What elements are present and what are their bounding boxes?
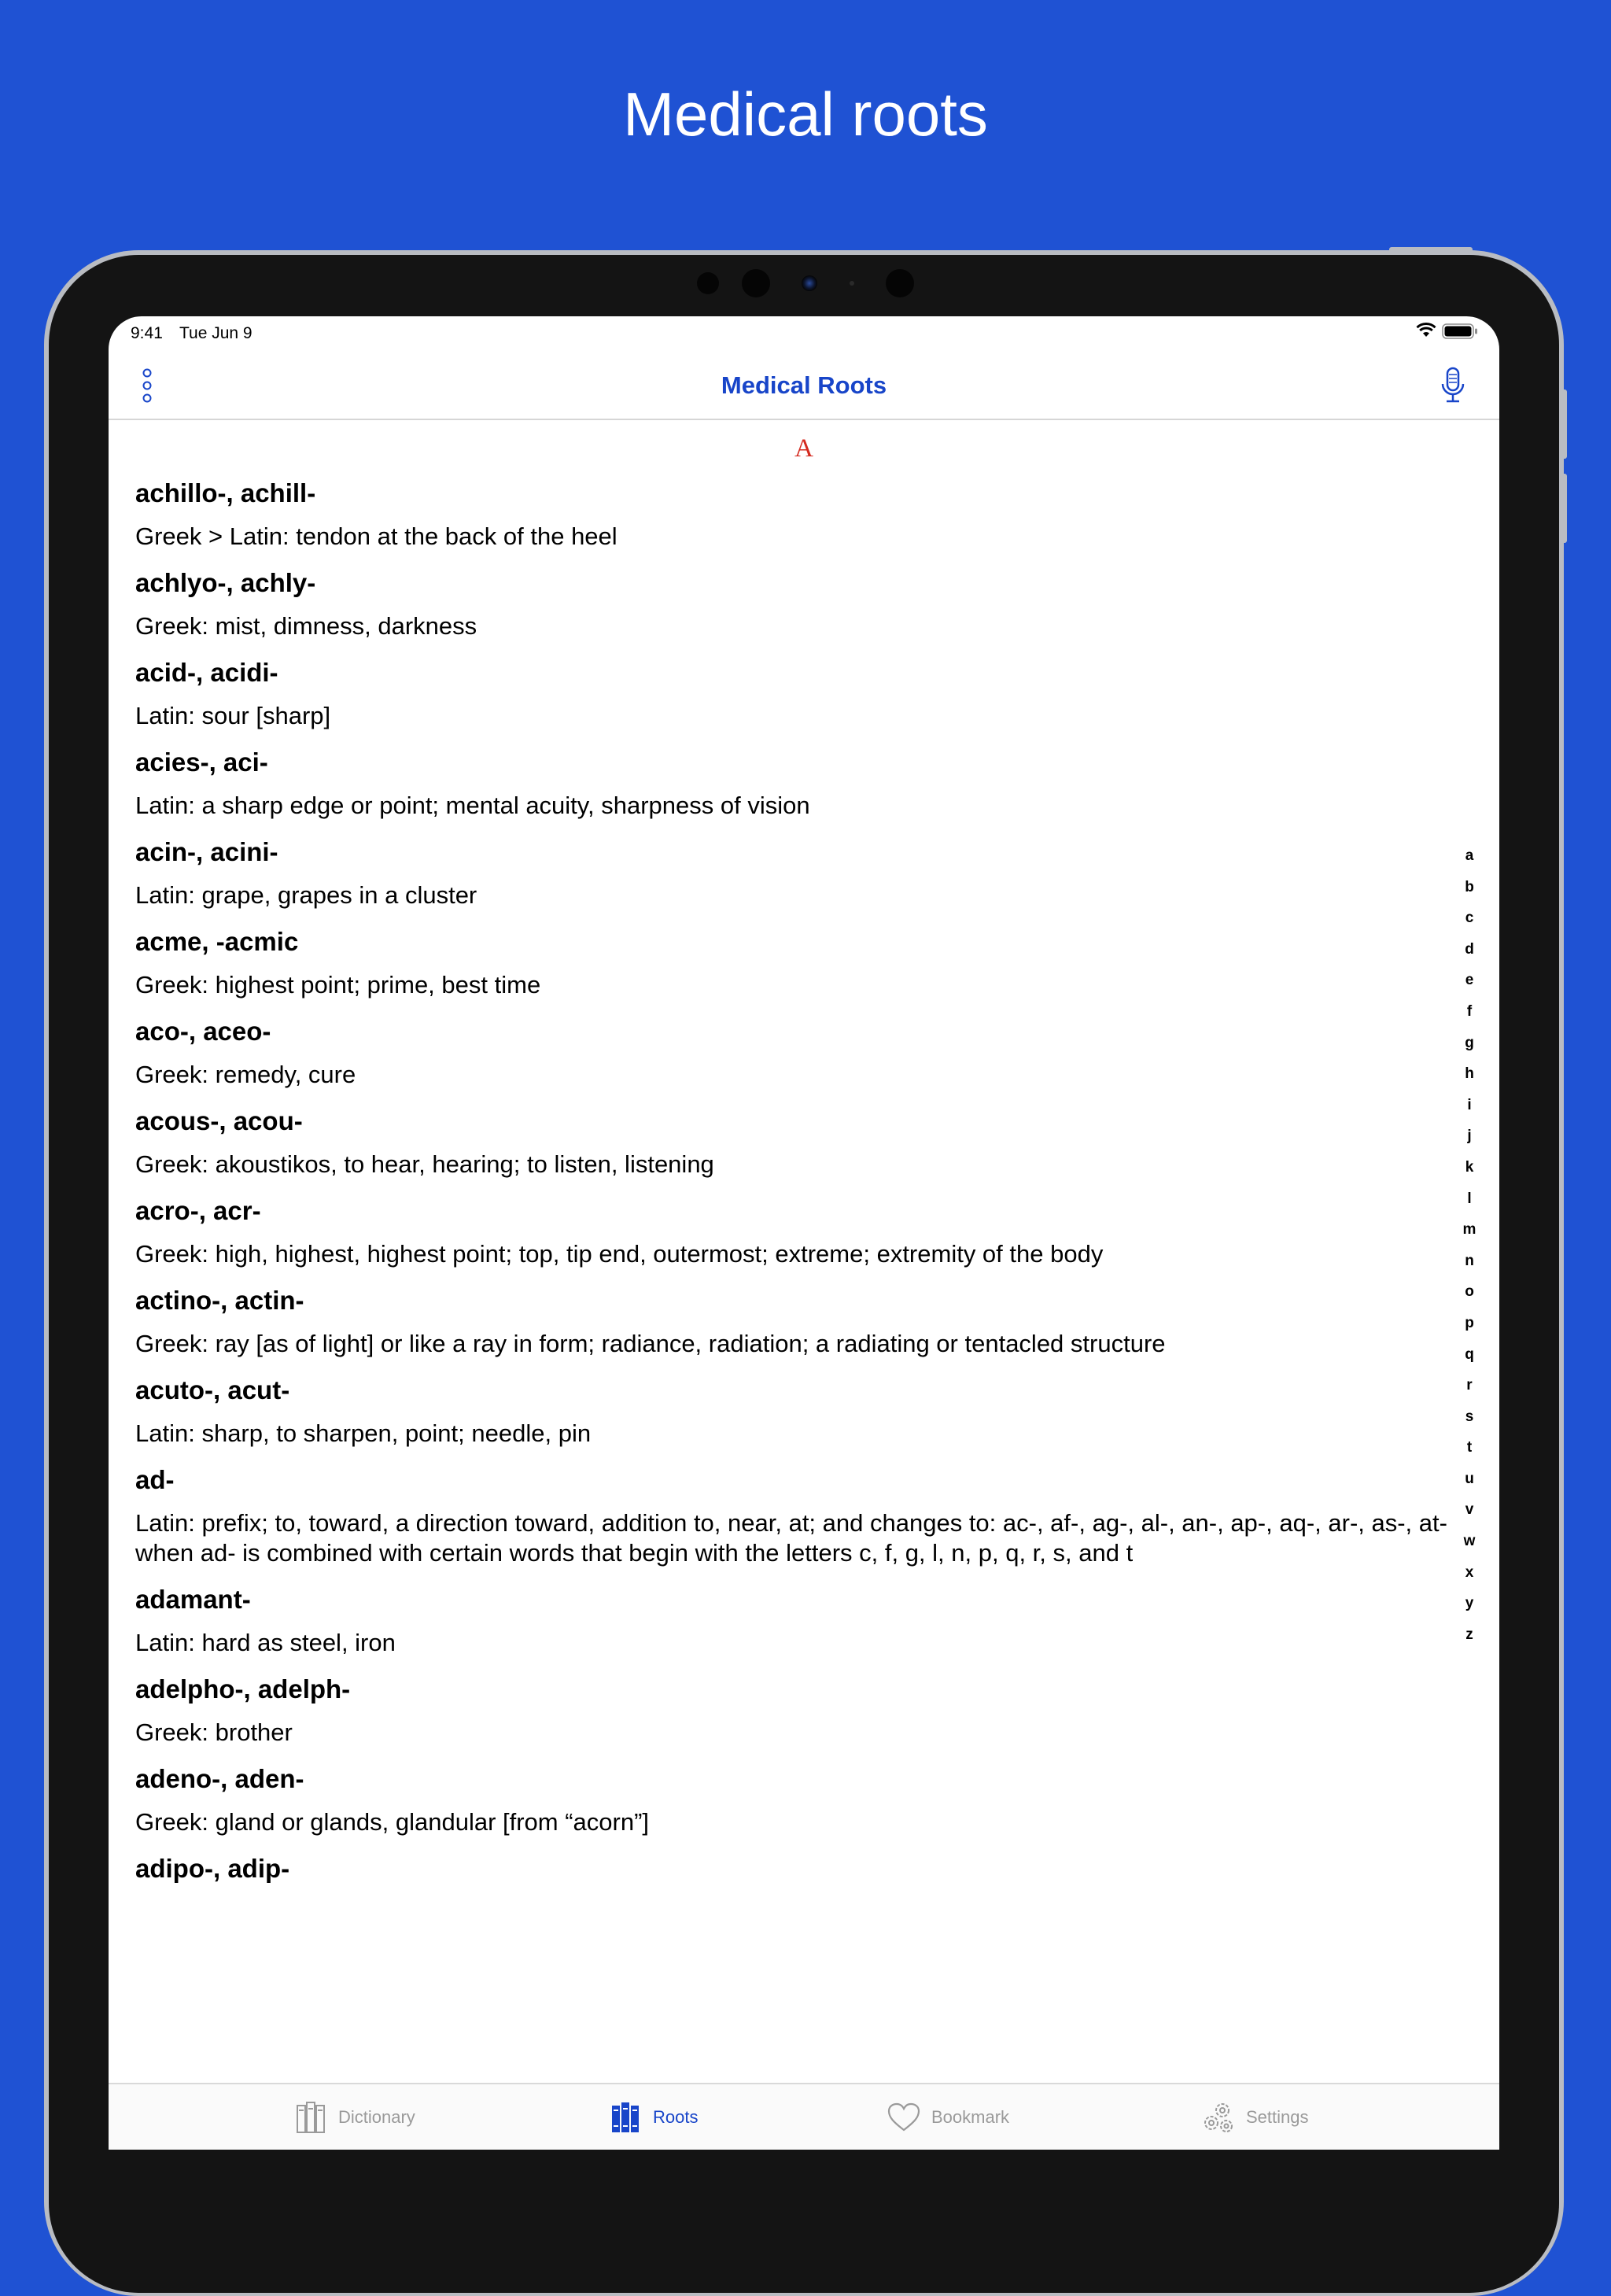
root-term: actino-, actin- [135,1286,304,1315]
sensor-icon [697,272,719,294]
root-term: acies-, aci- [135,747,268,777]
root-definition: Greek: gland or glands, glandular [from “acorn”] [135,1808,650,1836]
root-definition: Latin: a sharp edge or point; mental acuity, sharpness of vision [135,792,810,819]
root-definition: Latin: prefix; to, toward, a direction toward, addition to, near, at; and changes to: ac-, af-, ag-, al-, an-, ap-, aq-, ar-, as-, at- when ad- is combined with certain words that begin with the letters c, f, g, l, n, p, q, r, s, and t [135,1509,1447,1567]
index-letter-x[interactable]: x [1465,1563,1474,1581]
root-definition: Greek: high, highest, highest point; top, tip end, outermost; extreme; extremity of the body [135,1240,1104,1268]
index-letter-c[interactable]: c [1465,910,1474,927]
status-date: Tue Jun 9 [179,324,253,342]
tab-label: Dictionary [338,2107,415,2127]
list-item[interactable] [135,1674,1457,1763]
index-letter-t[interactable]: t [1466,1439,1473,1456]
index-letter-h[interactable]: h [1465,1065,1474,1083]
root-definition: Greek: highest point; prime, best time [135,971,541,999]
status-time: 9:41 [131,324,163,342]
alphabet-index [1446,840,1493,1650]
root-term: adamant- [135,1585,251,1614]
tab-label: Roots [653,2107,699,2127]
root-definition: Greek: akoustikos, to hear, hearing; to listen, listening [135,1150,714,1178]
list-item[interactable] [135,567,1457,657]
tab-dictionary[interactable] [296,2100,415,2135]
index-letter-y[interactable]: y [1465,1595,1474,1612]
list-item[interactable] [135,1106,1457,1195]
list-item[interactable] [135,1763,1457,1853]
root-term: ad- [135,1465,175,1494]
list-item[interactable] [135,1195,1457,1285]
tab-roots[interactable] [610,2100,698,2135]
index-letter-b[interactable]: b [1465,878,1474,895]
root-term: aco-, aceo- [135,1017,271,1046]
list-item[interactable] [135,926,1457,1016]
root-term: acin-, acini- [135,837,278,866]
root-definition: Greek > Latin: tendon at the back of the heel [135,522,617,550]
root-term: adipo-, adip- [135,1854,290,1883]
index-letter-q[interactable]: q [1465,1345,1474,1363]
root-term: acous-, acou- [135,1106,303,1135]
root-term: acid-, acidi- [135,658,278,687]
root-definition: Greek: remedy, cure [135,1061,356,1088]
index-letter-o[interactable]: o [1465,1283,1474,1301]
heart-icon [887,2102,920,2132]
sensor-icon [886,269,914,297]
app-screen [109,316,1499,2150]
books-icon [610,2101,642,2134]
index-letter-e[interactable]: e [1465,972,1474,989]
sensor-icon [742,269,770,297]
index-letter-l[interactable]: l [1467,1190,1472,1207]
list-item[interactable] [135,1584,1457,1674]
index-letter-r[interactable]: r [1466,1377,1473,1394]
root-term: adeno-, aden- [135,1764,304,1793]
index-letter-d[interactable]: d [1465,940,1474,958]
books-icon [296,2101,327,2134]
sensor-dot-icon [850,281,854,286]
root-term: achlyo-, achly- [135,568,316,597]
root-term: acro-, acr- [135,1196,261,1225]
list-item[interactable] [135,478,1457,567]
root-definition: Latin: grape, grapes in a cluster [135,881,477,909]
index-letter-k[interactable]: k [1465,1158,1474,1176]
root-definition: Latin: hard as steel, iron [135,1629,396,1656]
root-definition [135,1897,1457,1913]
root-term: adelpho-, adelph- [135,1674,351,1704]
navigation-bar [109,348,1499,420]
root-term: achillo-, achill- [135,478,316,508]
microphone-icon[interactable] [1440,367,1466,404]
tab-bar [109,2083,1499,2150]
list-item[interactable] [135,1853,1457,1913]
root-term: acuto-, acut- [135,1375,290,1405]
root-definition: Greek: mist, dimness, darkness [135,612,477,640]
list-item[interactable] [135,836,1457,926]
list-item[interactable] [135,1375,1457,1464]
list-item[interactable] [135,1464,1457,1584]
section-header-letter: A [794,434,813,463]
root-definition: Greek: brother [135,1718,293,1746]
root-definition: Greek: ray [as of light] or like a ray in form; radiance, radiation; a radiating or tentacled structure [135,1330,1166,1357]
front-camera-icon [802,275,817,291]
index-letter-a[interactable]: a [1465,847,1474,864]
gears-icon [1202,2101,1235,2134]
index-letter-j[interactable]: j [1467,1128,1472,1145]
index-letter-m[interactable]: m [1462,1221,1476,1238]
index-letter-v[interactable]: v [1465,1501,1474,1519]
battery-icon [1442,323,1478,339]
index-letter-f[interactable]: f [1466,1002,1473,1020]
index-letter-n[interactable]: n [1465,1252,1474,1269]
tab-bookmark[interactable] [887,2100,1009,2135]
index-letter-i[interactable]: i [1467,1096,1472,1113]
index-letter-w[interactable]: w [1463,1533,1476,1550]
index-letter-p[interactable]: p [1465,1314,1474,1331]
tab-label: Settings [1246,2107,1309,2127]
roots-list [135,478,1457,1913]
root-term: acme, -acmic [135,927,299,956]
promo-headline: Medical roots [623,79,988,149]
list-item[interactable] [135,657,1457,747]
list-item[interactable] [135,1285,1457,1375]
root-definition: Latin: sour [sharp] [135,702,331,729]
tab-settings[interactable] [1202,2100,1309,2135]
wifi-icon [1416,323,1436,338]
root-definition: Latin: sharp, to sharpen, point; needle, pin [135,1419,592,1447]
index-letter-s[interactable]: s [1465,1408,1474,1425]
status-bar [109,316,1499,348]
list-item[interactable] [135,747,1457,836]
index-letter-u[interactable]: u [1465,1470,1474,1487]
page-title: Medical Roots [721,371,887,399]
list-item[interactable] [135,1016,1457,1106]
tab-label: Bookmark [931,2107,1010,2127]
index-letter-z[interactable]: z [1465,1626,1473,1643]
index-letter-g[interactable]: g [1465,1034,1474,1051]
